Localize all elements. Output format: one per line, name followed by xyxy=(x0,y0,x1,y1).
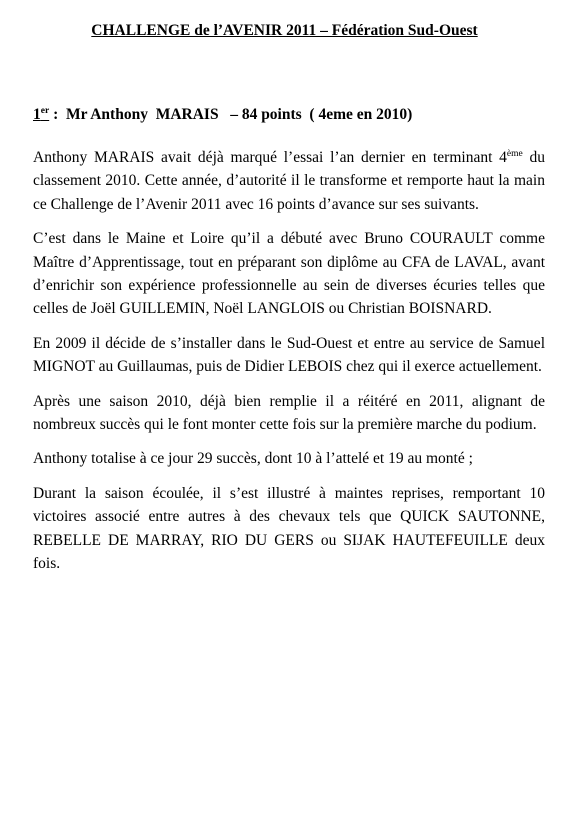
paragraph-text: Anthony MARAIS avait déjà marqué l’essai l’an dernier en terminant 4 xyxy=(33,149,507,166)
rank-colon: : xyxy=(49,106,59,123)
paragraph-text: du classement 2010. Cette année, d’autorité il le transforme et remporte haut la main ce Challenge de l’Avenir 2011 avec 16 points d’avance sur ses suivants. xyxy=(33,149,545,213)
paragraph xyxy=(33,146,545,216)
paragraph: En 2009 il décide de s’installer dans le Sud-Ouest et entre au service de Samuel MIGNOT au Guillaumas, puis de Didier LEBOIS chez qui il exerce actuellement. xyxy=(33,334,545,376)
paragraph: Après une saison 2010, déjà bien remplie il a réitéré en 2011, alignant de nombreux succès qui le font monter cette fois sur la première marche du podium. xyxy=(33,392,545,434)
rank-heading-text: Mr Anthony MARAIS – 84 points ( 4eme en 2010) xyxy=(58,106,413,123)
paragraph: C’est dans le Maine et Loire qu’il a débuté avec Bruno COURAULT comme Maître d’Apprentissage, tout en préparant son diplôme au CFA de LAVAL, avant d’enrichir son expérience professionnelle au sein de diverses écuries telles que celles de Joël GUILLEMIN, Noël LANGLOIS ou Christian BOISNARD. xyxy=(33,230,545,318)
document-title: CHALLENGE de l’AVENIR 2011 – Fédération Sud-Ouest xyxy=(91,22,478,39)
rank-suffix: er xyxy=(40,106,50,116)
ordinal-suffix: ème xyxy=(506,149,523,159)
rank-number: 1 xyxy=(33,106,41,123)
rank-heading xyxy=(33,106,412,124)
paragraph: Anthony totalise à ce jour 29 succès, dont 10 à l’attelé et 19 au monté ; xyxy=(33,450,473,468)
rank-ordinal xyxy=(33,106,49,123)
document-body xyxy=(33,146,545,587)
paragraph: Durant la saison écoulée, il s’est illustré à maintes reprises, remportant 10 victoires associé entre autres à des chevaux tels que QUICK SAUTONNE, REBELLE DE MARRAY, RIO DU GERS ou SIJAK HAUTEFEUILLE deux fois. xyxy=(33,484,545,573)
